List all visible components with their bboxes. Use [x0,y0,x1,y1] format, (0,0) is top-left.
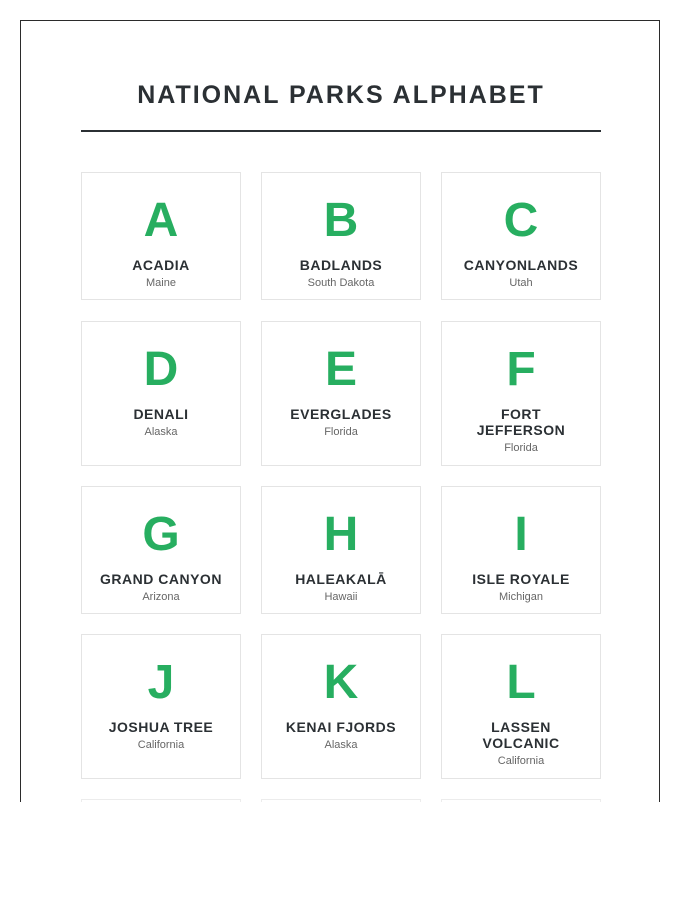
park-letter: H [323,508,359,561]
park-name: ACADIA [132,257,190,273]
park-letter: G [142,508,180,561]
park-state: California [497,755,545,767]
park-card-l [441,634,601,779]
park-card-h [261,486,421,614]
park-name: CANYONLANDS [463,257,579,273]
park-state: Hawaii [324,591,358,603]
page-title: NATIONAL PARKS ALPHABET [137,81,545,109]
title-divider [81,130,601,132]
park-card-a [81,172,241,300]
park-letter: D [143,343,179,396]
park-card-partial [261,799,421,802]
park-card-k [261,634,421,779]
park-card-i [441,486,601,614]
park-state: Arizona [142,591,180,603]
park-name: EVERGLADES [290,406,392,422]
park-card-partial [441,799,601,802]
park-card-partial [81,799,241,802]
park-state: Michigan [498,591,544,603]
park-letter: I [514,508,528,561]
park-state: California [137,739,185,751]
park-state: Florida [324,426,358,438]
park-card-c [441,172,601,300]
park-letter: B [323,194,359,247]
park-state: Alaska [144,426,178,438]
park-card-j [81,634,241,779]
park-name: BADLANDS [299,257,383,273]
park-name: JOSHUA TREE [108,719,214,735]
park-letter: A [143,194,179,247]
park-card-e [261,321,421,466]
park-letter: F [506,343,536,396]
park-state: Maine [146,277,176,289]
park-name: DENALI [133,406,189,422]
park-card-b [261,172,421,300]
park-state: South Dakota [307,277,375,289]
park-name: HALEAKALĀ [295,571,387,587]
park-letter: J [147,656,175,709]
park-name: GRAND CANYON [100,571,222,587]
park-card-g [81,486,241,614]
park-name: ISLE ROYALE [472,571,570,587]
park-letter: L [506,656,536,709]
park-state: Alaska [324,739,358,751]
park-letter: C [503,194,539,247]
park-name: FORT JEFFERSON [476,406,566,438]
park-state: Florida [504,442,538,454]
park-letter: K [323,656,359,709]
poster-sheet [20,20,660,802]
park-name: LASSEN VOLCANIC [482,719,560,751]
park-card-f [441,321,601,466]
park-name: KENAI FJORDS [285,719,397,735]
park-card-d [81,321,241,466]
park-state: Utah [509,277,533,289]
park-letter: E [324,343,357,396]
